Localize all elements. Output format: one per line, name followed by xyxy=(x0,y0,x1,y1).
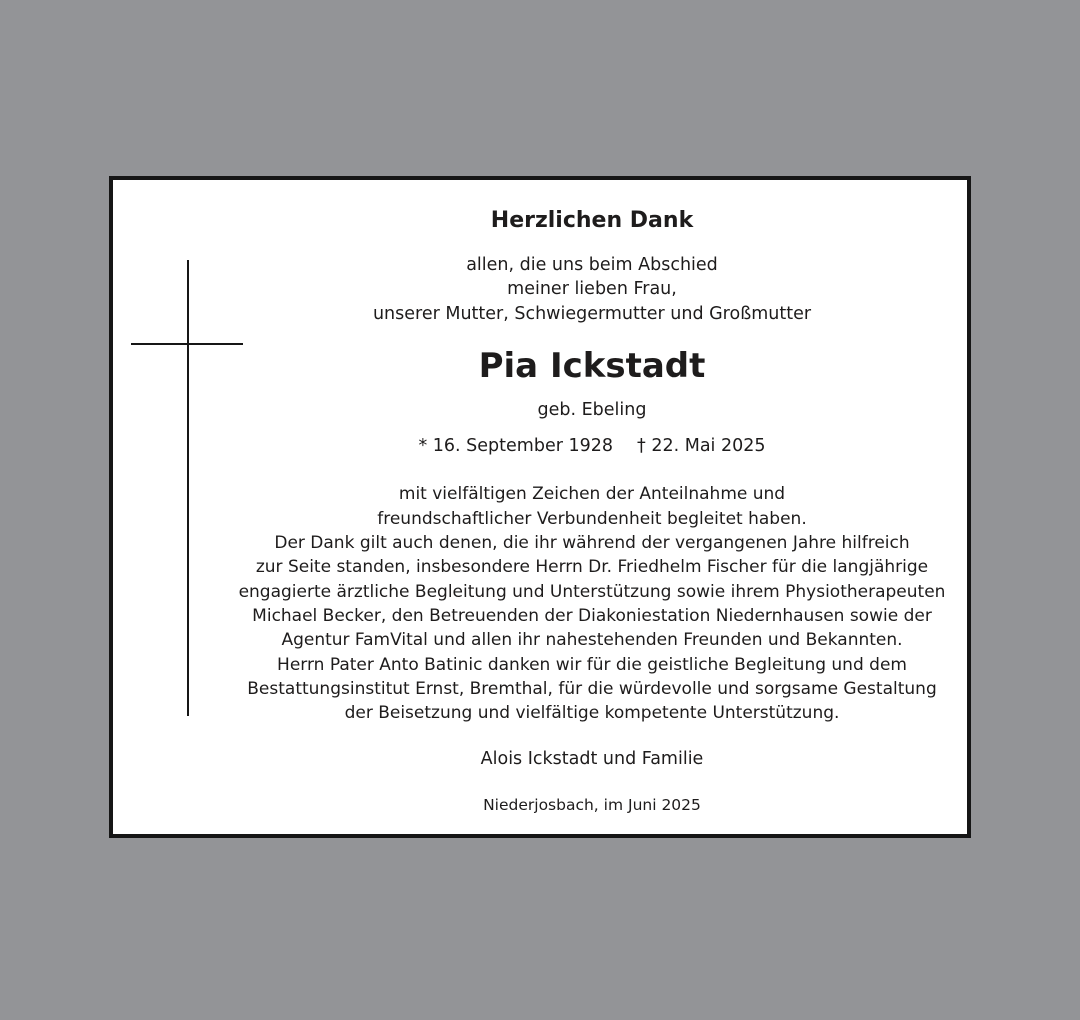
death-date: † 22. Mai 2025 xyxy=(637,436,766,456)
birth-name: geb. Ebeling xyxy=(537,400,647,420)
intro-line: allen, die uns beim Abschied xyxy=(466,255,718,275)
cross-icon-bar xyxy=(131,343,243,345)
obituary-card xyxy=(109,176,971,838)
body-line: zur Seite standen, insbesondere Herrn Dr. Friedhelm Fischer für die langjährige xyxy=(255,557,929,577)
deceased-name: Pia Ickstadt xyxy=(478,346,706,386)
body-line: Herrn Pater Anto Batinic danken wir für die geistliche Begleitung und dem xyxy=(277,655,907,675)
place-date: Niederjosbach, im Juni 2025 xyxy=(483,796,701,814)
intro-line: meiner lieben Frau, xyxy=(507,279,677,299)
life-dates xyxy=(113,438,1071,456)
body-line: Michael Becker, den Betreuenden der Diakoniestation Niedernhausen sowie der xyxy=(252,606,932,626)
body-line: der Beisetzung und vielfältige kompetente Unterstützung. xyxy=(344,703,840,723)
body-line: Bestattungsinstitut Ernst, Bremthal, für die würdevolle und sorgsame Gestaltung xyxy=(247,679,937,699)
body-line: Agentur FamVital und allen ihr nahestehenden Freunden und Bekannten. xyxy=(281,630,903,650)
body-line: Der Dank gilt auch denen, die ihr während der vergangenen Jahre hilfreich xyxy=(274,533,910,553)
signature: Alois Ickstadt und Familie xyxy=(480,749,704,769)
birth-date: * 16. September 1928 xyxy=(418,436,614,456)
body-line: mit vielfältigen Zeichen der Anteilnahme und xyxy=(398,484,786,504)
body-line: engagierte ärztliche Begleitung und Unterstützung sowie ihrem Physiotherapeuten xyxy=(238,582,946,602)
notice-heading: Herzlichen Dank xyxy=(490,208,694,233)
intro-line: unserer Mutter, Schwiegermutter und Großmutter xyxy=(372,304,812,324)
body-line: freundschaftlicher Verbundenheit begleitet haben. xyxy=(377,509,807,529)
